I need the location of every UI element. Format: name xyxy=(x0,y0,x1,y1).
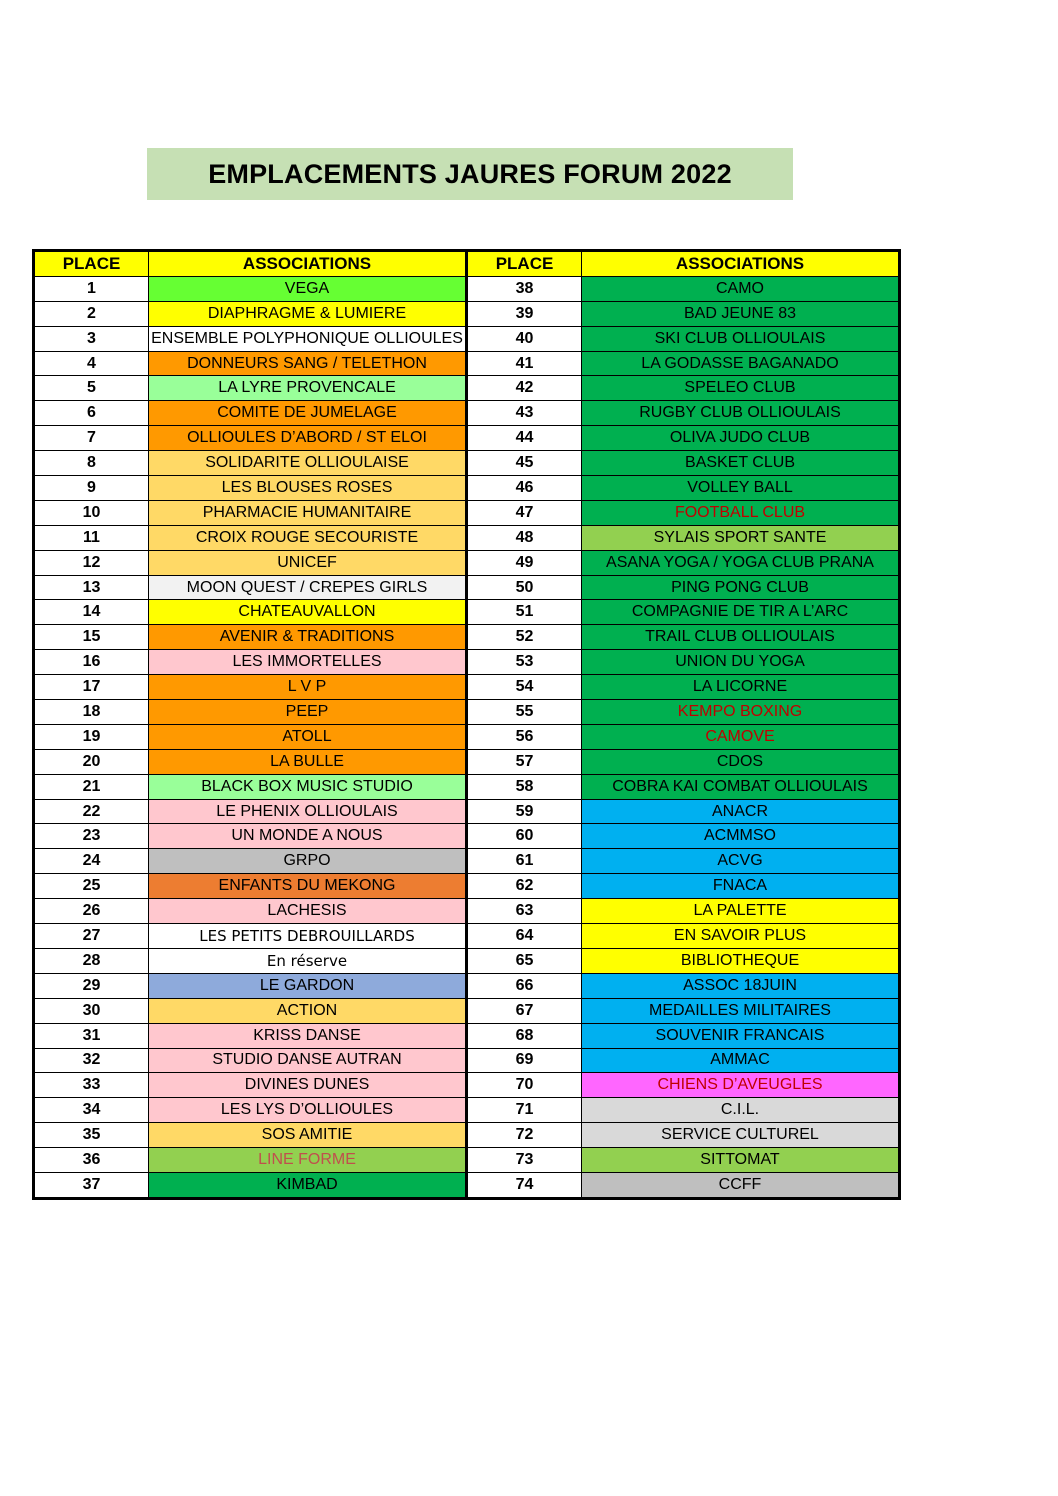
place-number: 37 xyxy=(34,1172,149,1198)
table-row xyxy=(34,301,900,326)
place-number: 40 xyxy=(467,326,582,351)
header-place-left: PLACE xyxy=(34,251,149,277)
association-name: SITTOMAT xyxy=(582,1148,900,1173)
place-number: 49 xyxy=(467,550,582,575)
association-name: BIBLIOTHEQUE xyxy=(582,948,900,973)
page-title: EMPLACEMENTS JAURES FORUM 2022 xyxy=(208,158,732,189)
place-number: 18 xyxy=(34,700,149,725)
place-number: 17 xyxy=(34,675,149,700)
table-row xyxy=(34,700,900,725)
header-associations-left: ASSOCIATIONS xyxy=(149,251,467,277)
table-row xyxy=(34,276,900,301)
place-number: 54 xyxy=(467,675,582,700)
association-name: ENFANTS DU MEKONG xyxy=(149,874,467,899)
place-number: 24 xyxy=(34,849,149,874)
place-number: 72 xyxy=(467,1123,582,1148)
place-number: 45 xyxy=(467,451,582,476)
association-name: LE GARDON xyxy=(149,973,467,998)
association-name: PEEP xyxy=(149,700,467,725)
table-row xyxy=(34,1172,900,1198)
place-number: 5 xyxy=(34,376,149,401)
place-number: 9 xyxy=(34,476,149,501)
table-row xyxy=(34,376,900,401)
place-number: 33 xyxy=(34,1073,149,1098)
place-number: 7 xyxy=(34,426,149,451)
place-number: 63 xyxy=(467,899,582,924)
association-name: CDOS xyxy=(582,749,900,774)
association-name: DONNEURS SANG / TELETHON xyxy=(149,351,467,376)
place-number: 1 xyxy=(34,276,149,301)
association-name: LES PETITS DEBROUILLARDS xyxy=(149,924,467,949)
table-row xyxy=(34,1123,900,1148)
place-number: 14 xyxy=(34,600,149,625)
place-number: 32 xyxy=(34,1048,149,1073)
association-name: VEGA xyxy=(149,276,467,301)
association-name: L V P xyxy=(149,675,467,700)
place-number: 20 xyxy=(34,749,149,774)
table-row xyxy=(34,1048,900,1073)
table-row xyxy=(34,774,900,799)
association-name: CHATEAUVALLON xyxy=(149,600,467,625)
place-number: 66 xyxy=(467,973,582,998)
place-number: 62 xyxy=(467,874,582,899)
association-name: LINE FORME xyxy=(149,1148,467,1173)
table-row xyxy=(34,451,900,476)
place-number: 28 xyxy=(34,948,149,973)
association-name: AMMAC xyxy=(582,1048,900,1073)
association-name: LA LYRE PROVENCALE xyxy=(149,376,467,401)
association-name: CAMO xyxy=(582,276,900,301)
association-name: En réserve xyxy=(149,948,467,973)
place-number: 71 xyxy=(467,1098,582,1123)
association-name: VOLLEY BALL xyxy=(582,476,900,501)
association-name: ACMMSO xyxy=(582,824,900,849)
place-number: 19 xyxy=(34,724,149,749)
association-name: COBRA KAI COMBAT OLLIOULAIS xyxy=(582,774,900,799)
association-name: KIMBAD xyxy=(149,1172,467,1198)
place-number: 34 xyxy=(34,1098,149,1123)
place-number: 59 xyxy=(467,799,582,824)
place-number: 8 xyxy=(34,451,149,476)
table-row xyxy=(34,824,900,849)
association-name: LA GODASSE BAGANADO xyxy=(582,351,900,376)
association-name: LE PHENIX OLLIOULAIS xyxy=(149,799,467,824)
association-name: SYLAIS SPORT SANTE xyxy=(582,525,900,550)
place-number: 56 xyxy=(467,724,582,749)
table-row xyxy=(34,998,900,1023)
table-row xyxy=(34,924,900,949)
place-number: 35 xyxy=(34,1123,149,1148)
association-name: GRPO xyxy=(149,849,467,874)
association-name: LES LYS D’OLLIOULES xyxy=(149,1098,467,1123)
table-row xyxy=(34,351,900,376)
table-row xyxy=(34,899,900,924)
association-name: LA LICORNE xyxy=(582,675,900,700)
table-row xyxy=(34,326,900,351)
place-number: 26 xyxy=(34,899,149,924)
table-row xyxy=(34,724,900,749)
place-number: 60 xyxy=(467,824,582,849)
association-name: CHIENS D’AVEUGLES xyxy=(582,1073,900,1098)
association-name: FNACA xyxy=(582,874,900,899)
association-name: SPELEO CLUB xyxy=(582,376,900,401)
table-row xyxy=(34,799,900,824)
association-name: KEMPO BOXING xyxy=(582,700,900,725)
place-number: 73 xyxy=(467,1148,582,1173)
table-body xyxy=(34,276,900,1198)
association-name: ATOLL xyxy=(149,724,467,749)
association-name: KRISS DANSE xyxy=(149,1023,467,1048)
place-number: 10 xyxy=(34,500,149,525)
place-number: 27 xyxy=(34,924,149,949)
association-name: STUDIO DANSE AUTRAN xyxy=(149,1048,467,1073)
place-number: 51 xyxy=(467,600,582,625)
table-row xyxy=(34,948,900,973)
table-row xyxy=(34,550,900,575)
placement-table xyxy=(32,249,901,1200)
association-name: BLACK BOX MUSIC STUDIO xyxy=(149,774,467,799)
association-name: UN MONDE A NOUS xyxy=(149,824,467,849)
association-name: SOS AMITIE xyxy=(149,1123,467,1148)
table-row xyxy=(34,426,900,451)
place-number: 44 xyxy=(467,426,582,451)
table-row xyxy=(34,849,900,874)
table-row xyxy=(34,973,900,998)
place-number: 64 xyxy=(467,924,582,949)
place-number: 3 xyxy=(34,326,149,351)
association-name: UNICEF xyxy=(149,550,467,575)
association-name: BASKET CLUB xyxy=(582,451,900,476)
place-number: 47 xyxy=(467,500,582,525)
association-name: CAMOVE xyxy=(582,724,900,749)
table-row xyxy=(34,874,900,899)
table-row xyxy=(34,749,900,774)
table-row xyxy=(34,476,900,501)
place-number: 25 xyxy=(34,874,149,899)
table-row xyxy=(34,575,900,600)
association-name: ASANA YOGA / YOGA CLUB PRANA xyxy=(582,550,900,575)
place-number: 16 xyxy=(34,650,149,675)
place-number: 74 xyxy=(467,1172,582,1198)
place-number: 67 xyxy=(467,998,582,1023)
place-number: 43 xyxy=(467,401,582,426)
place-number: 68 xyxy=(467,1023,582,1048)
association-name: OLLIOULES D’ABORD / ST ELOI xyxy=(149,426,467,451)
table-row xyxy=(34,650,900,675)
association-name: UNION DU YOGA xyxy=(582,650,900,675)
place-number: 46 xyxy=(467,476,582,501)
place-number: 53 xyxy=(467,650,582,675)
place-number: 13 xyxy=(34,575,149,600)
association-name: SERVICE CULTUREL xyxy=(582,1123,900,1148)
place-number: 12 xyxy=(34,550,149,575)
association-name: TRAIL CLUB OLLIOULAIS xyxy=(582,625,900,650)
association-name: ANACR xyxy=(582,799,900,824)
association-name: COMITE DE JUMELAGE xyxy=(149,401,467,426)
association-name: SOLIDARITE OLLIOULAISE xyxy=(149,451,467,476)
table-header-row xyxy=(34,251,900,277)
header-associations-right: ASSOCIATIONS xyxy=(582,251,900,277)
association-name: PHARMACIE HUMANITAIRE xyxy=(149,500,467,525)
association-name: C.I.L. xyxy=(582,1098,900,1123)
association-name: DIVINES DUNES xyxy=(149,1073,467,1098)
place-number: 48 xyxy=(467,525,582,550)
place-number: 22 xyxy=(34,799,149,824)
association-name: EN SAVOIR PLUS xyxy=(582,924,900,949)
association-name: LES BLOUSES ROSES xyxy=(149,476,467,501)
place-number: 70 xyxy=(467,1073,582,1098)
table-row xyxy=(34,401,900,426)
association-name: LA PALETTE xyxy=(582,899,900,924)
association-name: ASSOC 18JUIN xyxy=(582,973,900,998)
place-number: 69 xyxy=(467,1048,582,1073)
association-name: MEDAILLES MILITAIRES xyxy=(582,998,900,1023)
place-number: 61 xyxy=(467,849,582,874)
place-number: 29 xyxy=(34,973,149,998)
place-number: 21 xyxy=(34,774,149,799)
association-name: LA BULLE xyxy=(149,749,467,774)
place-number: 58 xyxy=(467,774,582,799)
table-row xyxy=(34,1098,900,1123)
place-number: 31 xyxy=(34,1023,149,1048)
association-name: LACHESIS xyxy=(149,899,467,924)
place-number: 38 xyxy=(467,276,582,301)
association-name: AVENIR & TRADITIONS xyxy=(149,625,467,650)
place-number: 42 xyxy=(467,376,582,401)
place-number: 39 xyxy=(467,301,582,326)
association-name: PING PONG CLUB xyxy=(582,575,900,600)
association-name: SKI CLUB OLLIOULAIS xyxy=(582,326,900,351)
table-row xyxy=(34,625,900,650)
place-number: 15 xyxy=(34,625,149,650)
place-number: 2 xyxy=(34,301,149,326)
association-name: ENSEMBLE POLYPHONIQUE OLLIOULES xyxy=(149,326,467,351)
title-band xyxy=(147,148,793,200)
association-name: LES IMMORTELLES xyxy=(149,650,467,675)
table-row xyxy=(34,675,900,700)
association-name: MOON QUEST / CREPES GIRLS xyxy=(149,575,467,600)
association-name: OLIVA JUDO CLUB xyxy=(582,426,900,451)
association-name: CCFF xyxy=(582,1172,900,1198)
table-row xyxy=(34,1023,900,1048)
association-name: ACVG xyxy=(582,849,900,874)
association-name: SOUVENIR FRANCAIS xyxy=(582,1023,900,1048)
table-row xyxy=(34,500,900,525)
place-number: 36 xyxy=(34,1148,149,1173)
table-row xyxy=(34,525,900,550)
place-number: 4 xyxy=(34,351,149,376)
association-name: DIAPHRAGME & LUMIERE xyxy=(149,301,467,326)
association-name: FOOTBALL CLUB xyxy=(582,500,900,525)
place-number: 57 xyxy=(467,749,582,774)
place-number: 23 xyxy=(34,824,149,849)
place-number: 11 xyxy=(34,525,149,550)
place-number: 6 xyxy=(34,401,149,426)
association-name: RUGBY CLUB OLLIOULAIS xyxy=(582,401,900,426)
association-name: COMPAGNIE DE TIR A L’ARC xyxy=(582,600,900,625)
place-number: 65 xyxy=(467,948,582,973)
association-name: BAD JEUNE 83 xyxy=(582,301,900,326)
association-name: CROIX ROUGE SECOURISTE xyxy=(149,525,467,550)
place-number: 30 xyxy=(34,998,149,1023)
table-row xyxy=(34,1148,900,1173)
place-number: 52 xyxy=(467,625,582,650)
association-name: ACTION xyxy=(149,998,467,1023)
place-number: 50 xyxy=(467,575,582,600)
header-place-right: PLACE xyxy=(467,251,582,277)
table-row xyxy=(34,1073,900,1098)
place-number: 41 xyxy=(467,351,582,376)
table-row xyxy=(34,600,900,625)
place-number: 55 xyxy=(467,700,582,725)
